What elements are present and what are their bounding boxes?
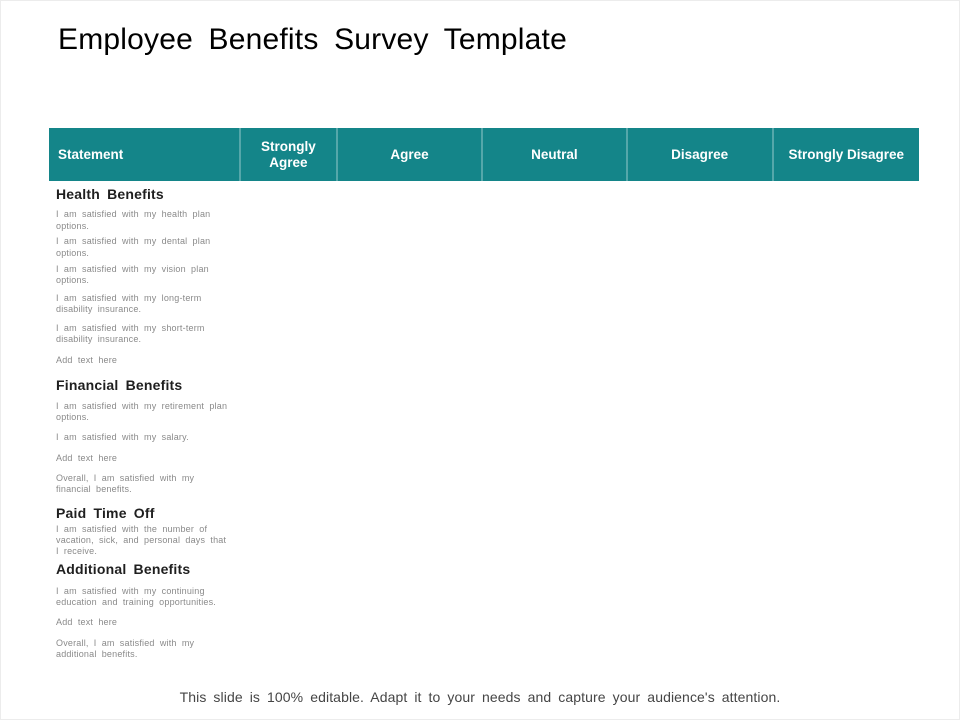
- statement-row: [49, 582, 919, 612]
- response-cell[interactable]: [239, 234, 336, 261]
- statement-row: [49, 426, 919, 449]
- response-cell[interactable]: [336, 426, 481, 449]
- response-cell[interactable]: [626, 526, 772, 555]
- section-row: [49, 555, 919, 582]
- statement-text: I am satisfied with my salary.: [56, 431, 189, 442]
- footer-note: This slide is 100% editable. Adapt it to your needs and capture your audience's attention.: [179, 689, 781, 705]
- response-cell[interactable]: [772, 526, 919, 555]
- response-cell[interactable]: [336, 398, 481, 426]
- response-cell[interactable]: [239, 372, 336, 398]
- statement-cell: [49, 634, 239, 670]
- response-cell[interactable]: [626, 234, 772, 261]
- response-cell[interactable]: [239, 289, 336, 319]
- statement-cell: [49, 234, 239, 261]
- slide-title: Employee Benefits Survey Template: [58, 23, 567, 56]
- statement-row: [49, 207, 919, 234]
- response-cell[interactable]: [772, 469, 919, 499]
- response-cell[interactable]: [772, 398, 919, 426]
- response-cell[interactable]: [481, 449, 626, 469]
- response-cell[interactable]: [336, 319, 481, 349]
- statement-row: [49, 234, 919, 261]
- response-cell[interactable]: [481, 349, 626, 372]
- response-cell[interactable]: [626, 289, 772, 319]
- response-cell[interactable]: [772, 449, 919, 469]
- response-cell[interactable]: [336, 555, 481, 582]
- survey-table: [49, 128, 919, 670]
- statement-text: I am satisfied with my health plan options.: [56, 209, 211, 231]
- response-cell[interactable]: [481, 634, 626, 670]
- response-cell[interactable]: [772, 555, 919, 582]
- response-cell[interactable]: [239, 449, 336, 469]
- section-heading: Health Benefits: [56, 186, 164, 202]
- section-heading: Paid Time Off: [56, 504, 155, 521]
- statement-cell: [49, 426, 239, 449]
- response-cell[interactable]: [481, 612, 626, 634]
- response-cell[interactable]: [481, 319, 626, 349]
- statement-cell: [49, 555, 239, 582]
- response-cell[interactable]: [239, 526, 336, 555]
- response-cell[interactable]: [772, 181, 919, 207]
- response-cell[interactable]: [626, 181, 772, 207]
- statement-cell: [49, 469, 239, 499]
- statement-cell: [49, 181, 239, 207]
- response-cell[interactable]: [772, 372, 919, 398]
- add-text-placeholder[interactable]: Add text here: [56, 453, 118, 464]
- response-cell[interactable]: [481, 469, 626, 499]
- placeholder-row: [49, 612, 919, 634]
- response-cell[interactable]: [481, 261, 626, 289]
- response-cell[interactable]: [772, 234, 919, 261]
- add-text-placeholder[interactable]: Add text here: [56, 354, 118, 365]
- response-cell[interactable]: [772, 319, 919, 349]
- response-cell[interactable]: [481, 426, 626, 449]
- response-cell[interactable]: [239, 426, 336, 449]
- statement-cell: [49, 319, 239, 349]
- response-cell[interactable]: [336, 582, 481, 612]
- column-header-label: Agree: [390, 146, 429, 162]
- statement-cell: [49, 261, 239, 289]
- statement-row: [49, 398, 919, 426]
- statement-text: I am satisfied with my vision plan options.: [56, 263, 209, 285]
- statement-cell: [49, 398, 239, 426]
- response-cell[interactable]: [626, 349, 772, 372]
- statement-row: [49, 469, 919, 499]
- response-cell[interactable]: [481, 526, 626, 555]
- response-cell[interactable]: [772, 289, 919, 319]
- statement-cell: [49, 449, 239, 469]
- column-header-strongly-agree: [239, 128, 336, 181]
- statement-row: [49, 289, 919, 319]
- section-heading: Additional Benefits: [56, 560, 191, 577]
- response-cell[interactable]: [336, 207, 481, 234]
- response-cell[interactable]: [626, 261, 772, 289]
- response-cell[interactable]: [336, 372, 481, 398]
- column-header-neutral: [481, 128, 626, 181]
- statement-cell: [49, 523, 239, 557]
- placeholder-row: [49, 349, 919, 372]
- response-cell[interactable]: [336, 349, 481, 372]
- section-heading: Financial Benefits: [56, 377, 183, 393]
- response-cell[interactable]: [481, 582, 626, 612]
- placeholder-row: [49, 449, 919, 469]
- response-cell[interactable]: [626, 499, 772, 526]
- statement-text: I am satisfied with my long-term disability insurance.: [56, 292, 202, 314]
- column-header-strongly-disagree: [772, 128, 919, 181]
- column-header-label: Neutral: [531, 146, 578, 162]
- statement-text: I am satisfied with my retirement plan options.: [56, 400, 228, 422]
- statement-text: I am satisfied with my continuing education and training opportunities.: [56, 585, 217, 607]
- response-cell[interactable]: [481, 499, 626, 526]
- response-cell[interactable]: [239, 634, 336, 670]
- response-cell[interactable]: [336, 526, 481, 555]
- response-cell[interactable]: [239, 398, 336, 426]
- column-header-label: Disagree: [671, 146, 729, 162]
- response-cell[interactable]: [336, 634, 481, 670]
- column-header-agree: [336, 128, 481, 181]
- statement-text: Overall, I am satisfied with my additional benefits.: [56, 638, 195, 660]
- response-cell[interactable]: [626, 426, 772, 449]
- response-cell[interactable]: [626, 372, 772, 398]
- response-cell[interactable]: [239, 349, 336, 372]
- column-header-label: Strongly Agree: [260, 138, 316, 170]
- column-header-disagree: [626, 128, 772, 181]
- response-cell[interactable]: [626, 582, 772, 612]
- response-cell[interactable]: [772, 582, 919, 612]
- response-cell[interactable]: [336, 469, 481, 499]
- statement-cell: [49, 289, 239, 319]
- section-row: [49, 499, 919, 526]
- statement-cell: [49, 612, 239, 634]
- response-cell[interactable]: [481, 289, 626, 319]
- response-cell[interactable]: [481, 555, 626, 582]
- section-row: [49, 181, 919, 207]
- response-cell[interactable]: [239, 582, 336, 612]
- response-cell[interactable]: [336, 261, 481, 289]
- statement-text: Overall, I am satisfied with my financial benefits.: [56, 473, 195, 495]
- response-cell[interactable]: [239, 499, 336, 526]
- response-cell[interactable]: [626, 449, 772, 469]
- response-cell[interactable]: [481, 234, 626, 261]
- statement-cell: [49, 499, 239, 526]
- response-cell[interactable]: [626, 207, 772, 234]
- response-cell[interactable]: [772, 207, 919, 234]
- response-cell[interactable]: [336, 181, 481, 207]
- statement-row: [49, 261, 919, 289]
- response-cell[interactable]: [239, 469, 336, 499]
- response-cell[interactable]: [481, 181, 626, 207]
- add-text-placeholder[interactable]: Add text here: [56, 617, 118, 628]
- response-cell[interactable]: [239, 181, 336, 207]
- response-cell[interactable]: [626, 555, 772, 582]
- statement-row: [49, 319, 919, 349]
- response-cell[interactable]: [336, 612, 481, 634]
- response-cell[interactable]: [772, 426, 919, 449]
- response-cell[interactable]: [336, 289, 481, 319]
- statement-row: [49, 523, 919, 557]
- statement-text: I am satisfied with my short-term disability insurance.: [56, 322, 205, 344]
- response-cell[interactable]: [239, 319, 336, 349]
- response-cell[interactable]: [772, 349, 919, 372]
- response-cell[interactable]: [626, 469, 772, 499]
- statement-row: [49, 634, 919, 670]
- table-header-row: [49, 128, 919, 181]
- response-cell[interactable]: [336, 499, 481, 526]
- response-cell[interactable]: [626, 634, 772, 670]
- section-row: [49, 372, 919, 398]
- response-cell[interactable]: [481, 372, 626, 398]
- response-cell[interactable]: [772, 634, 919, 670]
- table-body: [49, 181, 919, 670]
- response-cell[interactable]: [626, 612, 772, 634]
- response-cell[interactable]: [481, 207, 626, 234]
- response-cell[interactable]: [481, 398, 626, 426]
- statement-cell: [49, 582, 239, 612]
- column-header-label: Strongly Disagree: [788, 146, 904, 162]
- column-header-statement: [49, 128, 239, 181]
- column-header-label: Statement: [58, 146, 124, 162]
- response-cell[interactable]: [772, 612, 919, 634]
- response-cell[interactable]: [336, 449, 481, 469]
- statement-cell: [49, 372, 239, 398]
- response-cell[interactable]: [626, 398, 772, 426]
- statement-cell: [49, 349, 239, 372]
- statement-cell: [49, 207, 239, 234]
- statement-text: I am satisfied with the number of vacation, sick, and personal days that I receive.: [56, 523, 227, 557]
- response-cell[interactable]: [239, 261, 336, 289]
- response-cell[interactable]: [239, 555, 336, 582]
- response-cell[interactable]: [336, 234, 481, 261]
- response-cell[interactable]: [239, 612, 336, 634]
- response-cell[interactable]: [772, 499, 919, 526]
- response-cell[interactable]: [626, 319, 772, 349]
- response-cell[interactable]: [772, 261, 919, 289]
- statement-text: I am satisfied with my dental plan options.: [56, 236, 211, 258]
- response-cell[interactable]: [239, 207, 336, 234]
